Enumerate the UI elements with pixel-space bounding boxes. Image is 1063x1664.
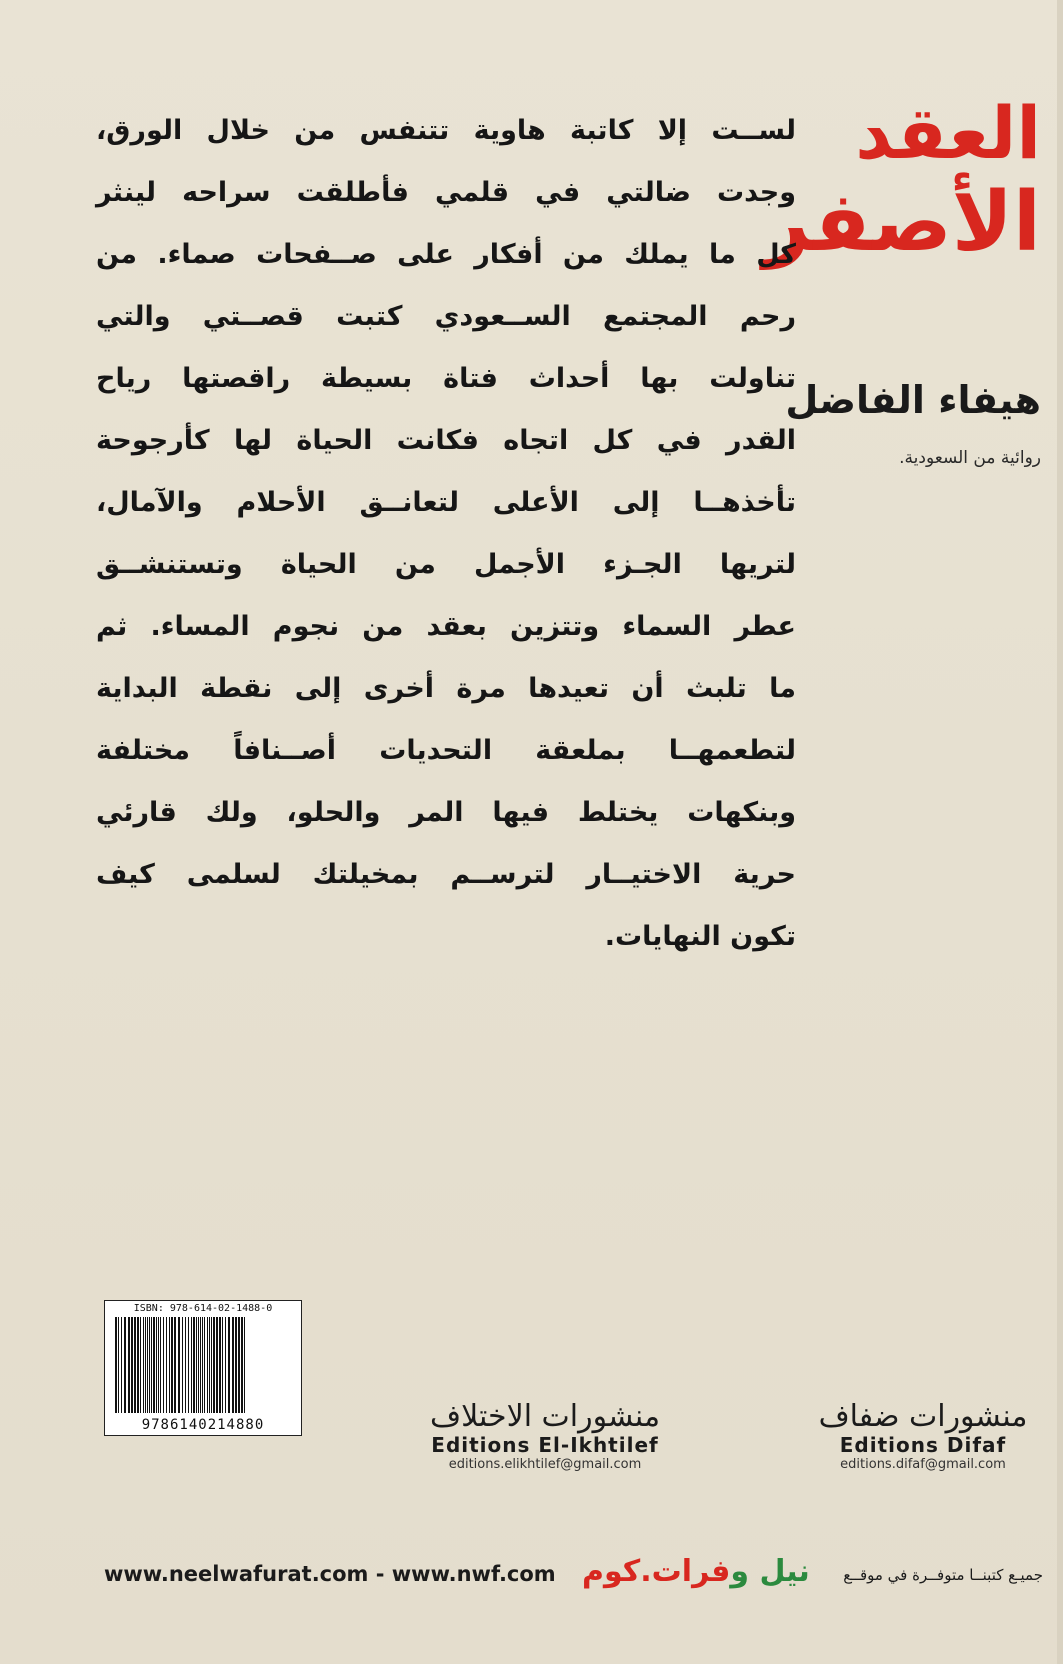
blurb-line: عطر السماء وتتزين بعقد من نجوم المساء. ثم [96, 611, 796, 642]
author-subtitle: روائية من السعودية. [899, 448, 1041, 468]
blurb-line: تأخذهــا إلى الأعلى لتعانــق الأحلام والآمال، [96, 487, 796, 518]
blurb-line: تناولت بها أحداث فتاة بسيطة راقصتها رياح [96, 363, 796, 394]
blurb-line: ما تلبث أن تعيدها مرة أخرى إلى نقطة البداية [96, 673, 796, 704]
blurb-line: رحم المجتمع الســعودي كتبت قصــتي والتي [96, 301, 796, 332]
author-name: هيفاء الفاضل [785, 378, 1041, 422]
publisher-difaf-arabic: منشورات ضفاف [818, 1399, 1028, 1434]
publisher-ikhtilef-email: editions.elikhtilef@gmail.com [448, 1457, 642, 1472]
brand-part-green: نيل و [730, 1554, 810, 1589]
isbn-label: ISBN: 978-614-02-1488-0 [133, 1303, 273, 1314]
store-brand-logo [582, 1554, 810, 1589]
blurb-line: وجدت ضالتي في قلمي فأطلقت سراحه لينثر [96, 177, 796, 208]
publisher-difaf-english: Editions Difaf [839, 1433, 1007, 1457]
publisher-difaf [798, 1400, 1048, 1472]
brand-part-red: فرات.كوم [582, 1554, 731, 1589]
publisher-ikhtilef-english: Editions El-Ikhtilef [431, 1433, 659, 1457]
book-title [762, 91, 1041, 270]
blurb-text [96, 100, 796, 968]
footer-availability-note: جميـع كتبنــا متوفــرة في موقــع [843, 1566, 1043, 1584]
blurb-line: لتريها الجـزء الأجمل من الحياة وتستنشــق [96, 549, 796, 580]
blurb-line: القدر في كل اتجاه فكانت الحياة لها كأرجوحة [96, 425, 796, 456]
footer-urls: www.neelwafurat.com - www.nwf.com [104, 1562, 556, 1586]
title-line-1: العقد [855, 91, 1041, 175]
footer [0, 1552, 1063, 1596]
barcode-digits: 9786140214880 [141, 1417, 265, 1433]
isbn-barcode [104, 1300, 302, 1436]
publisher-difaf-email: editions.difaf@gmail.com [840, 1457, 1006, 1472]
blurb-line: لســت إلا كاتبة هاوية تتنفس من خلال الورق، [96, 115, 796, 146]
blurb-line: حرية الاختيــار لترســم بمخيلتك لسلمى كيف [96, 859, 796, 890]
blurb-line: تكون النهايات. [604, 921, 796, 952]
title-line-2: الأصفر [762, 174, 1041, 270]
blurb-line: لتطعمهــا بملعقة التحديات أصــنافاً مختلفة [96, 735, 796, 766]
blurb-line: وبنكهات يختلط فيها المر والحلو، ولك قارئي [96, 797, 796, 828]
blurb-line: كل ما يملك من أفكار على صــفحات صماء. من [96, 239, 796, 270]
publisher-ikhtilef [420, 1400, 670, 1472]
barcode-bars [113, 1317, 293, 1413]
publisher-ikhtilef-arabic: منشورات الاختلاف [429, 1399, 661, 1434]
cover-edge [1057, 0, 1063, 1664]
